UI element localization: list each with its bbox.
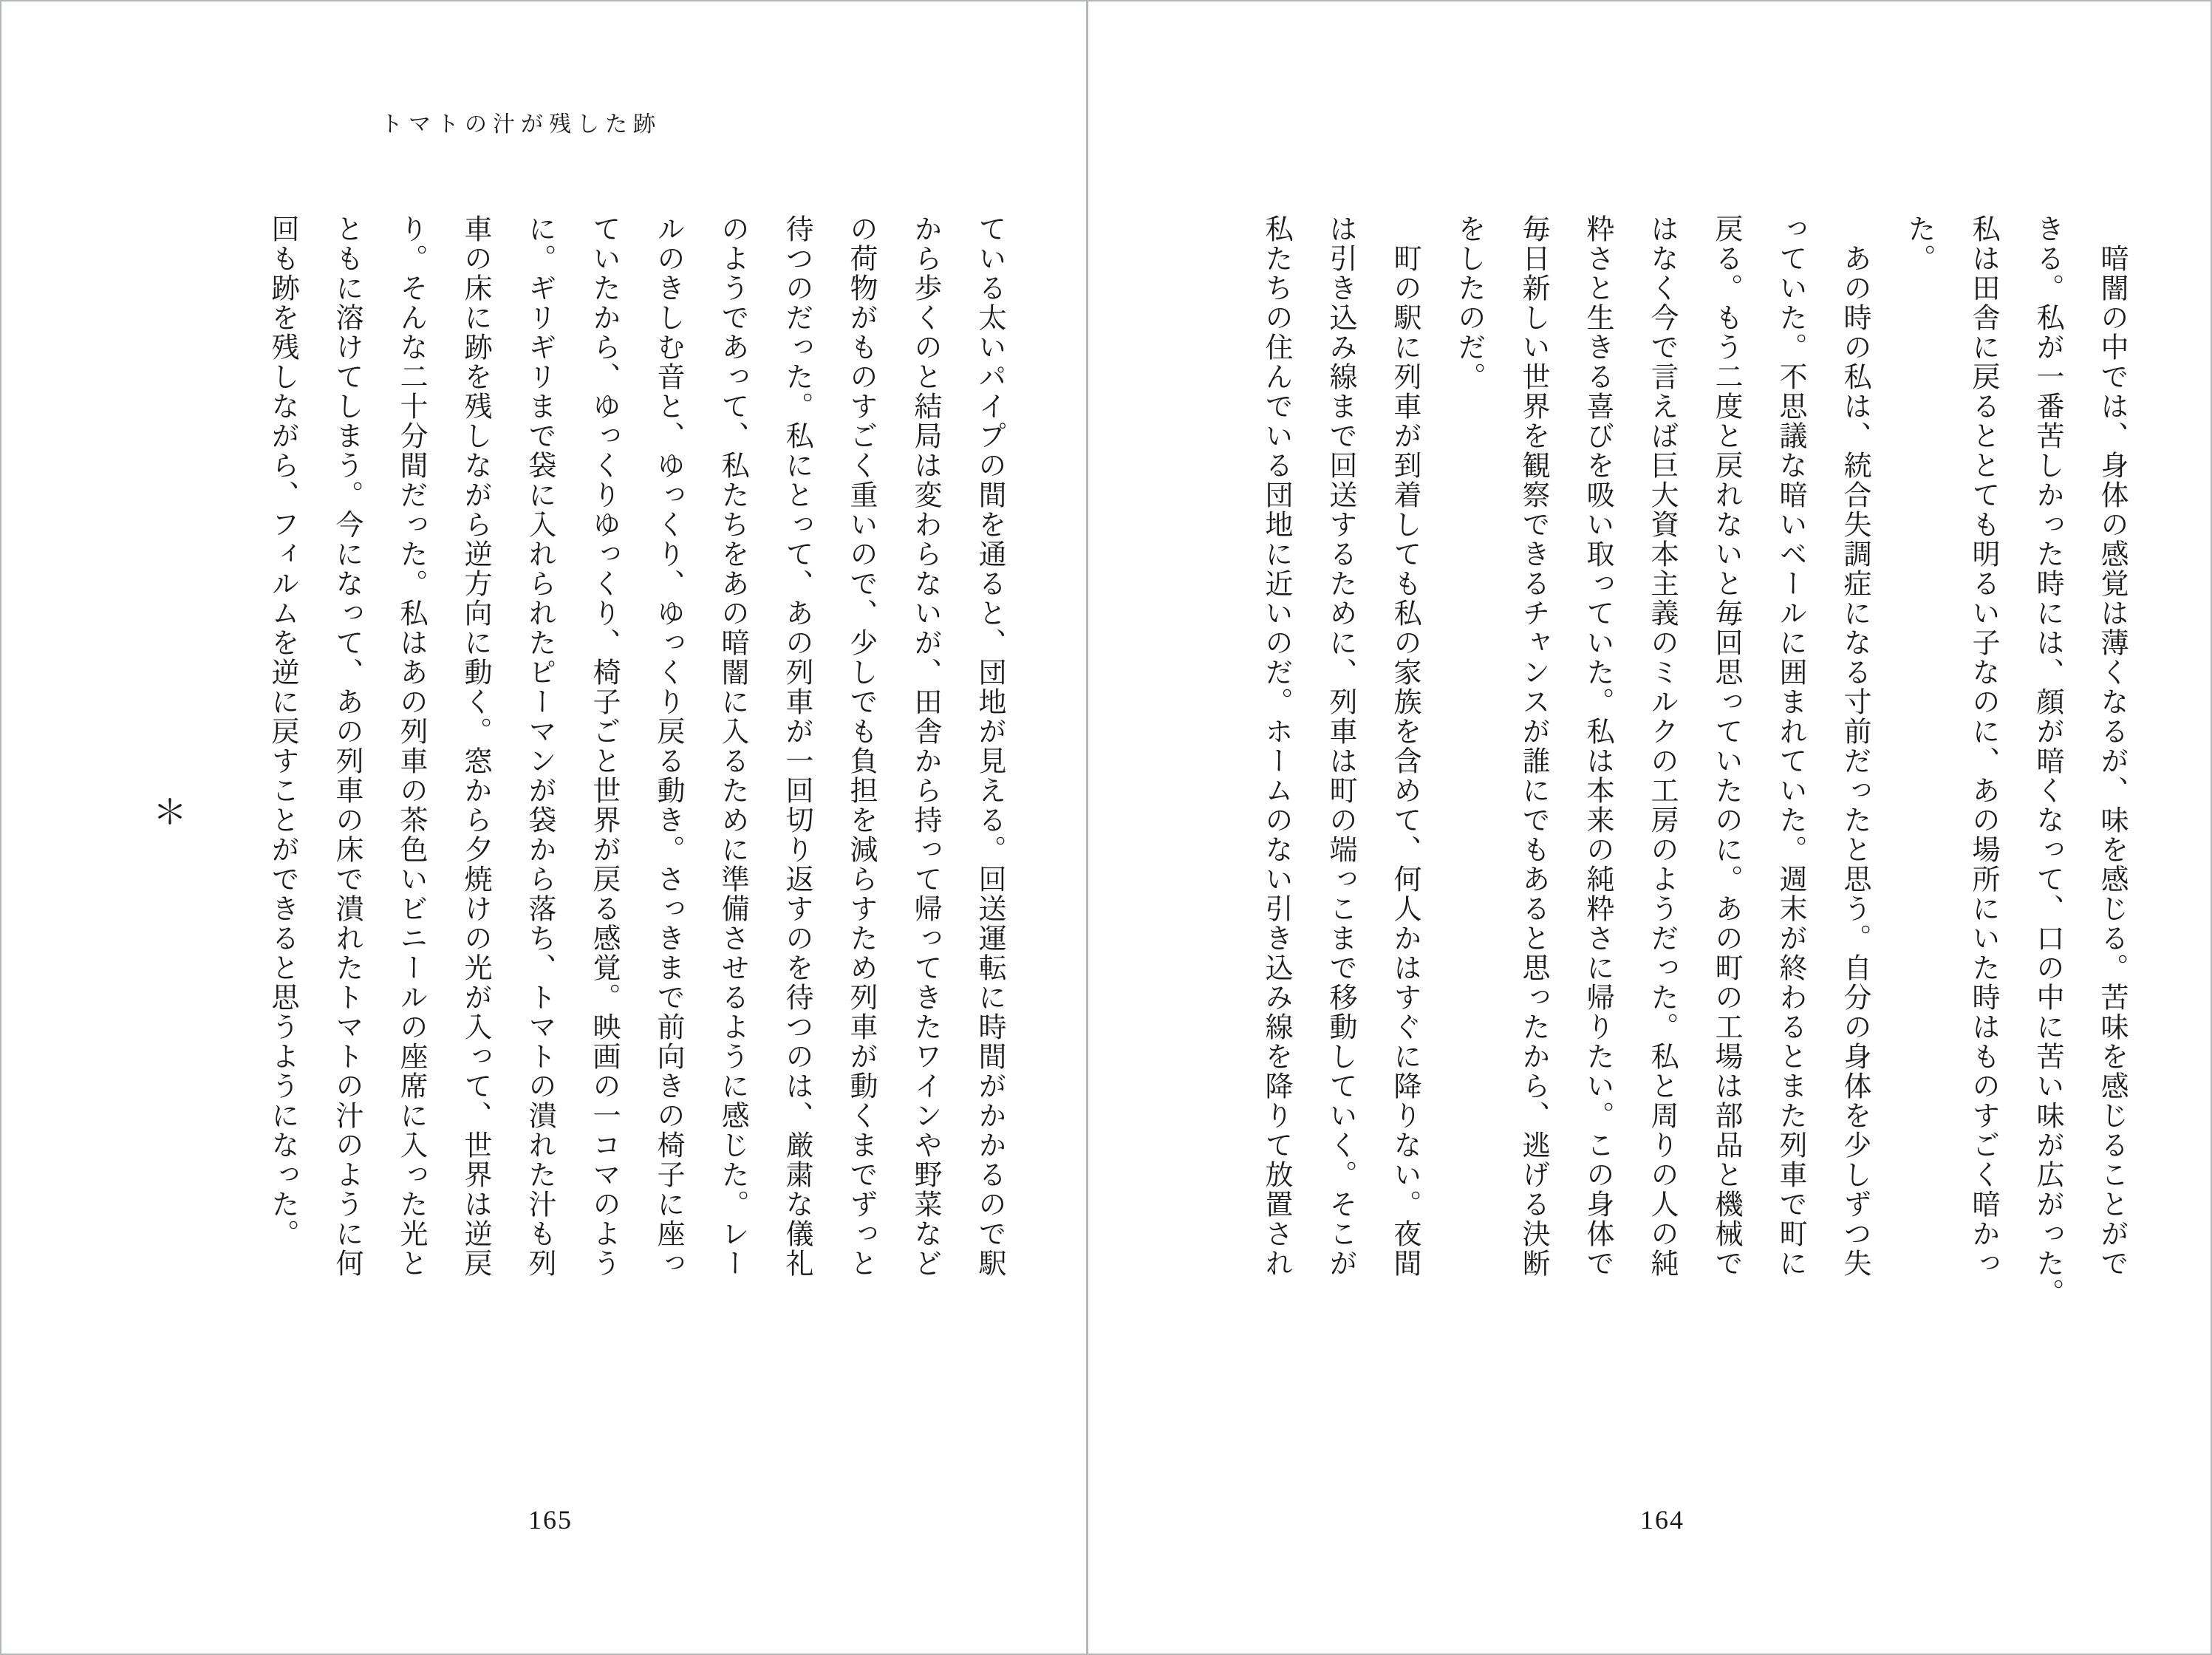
text-column: 私は田舎に戻るととても明るい子なのに、あの場所にいた時はものすごく暗かっ [1967, 214, 1998, 1278]
text-column: はなく今で言えば巨大資本主義のミルクの工房のようだった。私と周りの人の純 [1646, 214, 1677, 1278]
text-column: ていたから、ゆっくりゆっくり、椅子ごと世界が戻る感覚。映画の一コマのよう [588, 214, 619, 1278]
text-column: 回も跡を残しながら、フィルムを逆に戻すことができると思うようになった。 [267, 214, 298, 1249]
text-column: り。そんな二十分間だった。私はあの列車の茶色いビニールの座席に入った光と [395, 214, 426, 1278]
text-column: のようであって、私たちをあの暗闇に入るために準備させるように感じた。レー [717, 214, 748, 1278]
text-column: 粋さと生きる喜びを吸い取っていた。私は本来の純粋さに帰りたい。この身体で [1582, 214, 1613, 1278]
text-column: から歩くのと結局は変わらないが、田舎から持って帰ってきたワインや野菜など [909, 214, 941, 1278]
text-column: た。 [1903, 214, 1934, 273]
running-head: トマトの汁が残した跡 [380, 112, 661, 137]
text-column: 車の床に跡を残しながら逆方向に動く。窓から夕焼けの光が入って、世界は逆戻 [460, 214, 491, 1278]
text-column: 毎日新しい世界を観察できるチャンスが誰にでもあると思ったから、逃げる決断 [1518, 214, 1549, 1278]
text-column: 戻る。もう二度と戻れないと毎回思っていたのに。あの町の工場は部品と機械で [1710, 214, 1741, 1278]
text-column: ともに溶けてしまう。今になって、あの列車の床で潰れたトマトの汁のように何 [331, 214, 362, 1278]
text-column: 暗闇の中では、身体の感覚は薄くなるが、味を感じる。苦味を感じることがで [2096, 244, 2127, 1278]
text-column: ルのきしむ音と、ゆっくり、ゆっくり戻る動き。さっきまで前向きの椅子に座っ [652, 214, 683, 1278]
text-column: 私たちの住んでいる団地に近いのだ。ホームのない引き込み線を降りて放置され [1260, 214, 1291, 1278]
text-column: ている太いパイプの間を通ると、団地が見える。回送運転に時間がかかるので駅 [974, 214, 1005, 1278]
text-column: は引き込み線まで回送するために、列車は町の端っこまで移動していく。そこが [1325, 214, 1356, 1278]
left-page-text-block [250, 214, 1021, 1282]
page-divider [1086, 1, 1088, 1654]
text-column: きる。私が一番苦しかった時には、顔が暗くなって、口の中に苦い味が広がった。 [2032, 214, 2063, 1308]
section-break-asterisk: ＊ [153, 794, 187, 831]
text-column: あの時の私は、統合失調症になる寸前だったと思う。自分の身体を少しずつ失 [1839, 244, 1870, 1278]
text-column: をしたのだ。 [1453, 214, 1484, 392]
text-column: の荷物がものすごく重いので、少しでも負担を減らすため列車が動くまでずっと [845, 214, 876, 1278]
text-column: 待つのだった。私にとって、あの列車が一回切り返すのを待つのは、厳粛な儀礼 [781, 214, 812, 1278]
page-number-right: 164 [1640, 1505, 1684, 1535]
text-column: に。ギリギリまで袋に入れられたピーマンが袋から落ち、トマトの潰れた汁も列 [524, 214, 555, 1278]
text-column: 町の駅に列車が到着しても私の家族を含めて、何人かはすぐに降りない。夜間 [1389, 244, 1420, 1278]
text-column: っていた。不思議な暗いベールに囲まれていた。週末が終わるとまた列車で町に [1775, 214, 1806, 1278]
page-number-left: 165 [528, 1505, 573, 1535]
right-page-text-block [1243, 214, 2143, 1308]
